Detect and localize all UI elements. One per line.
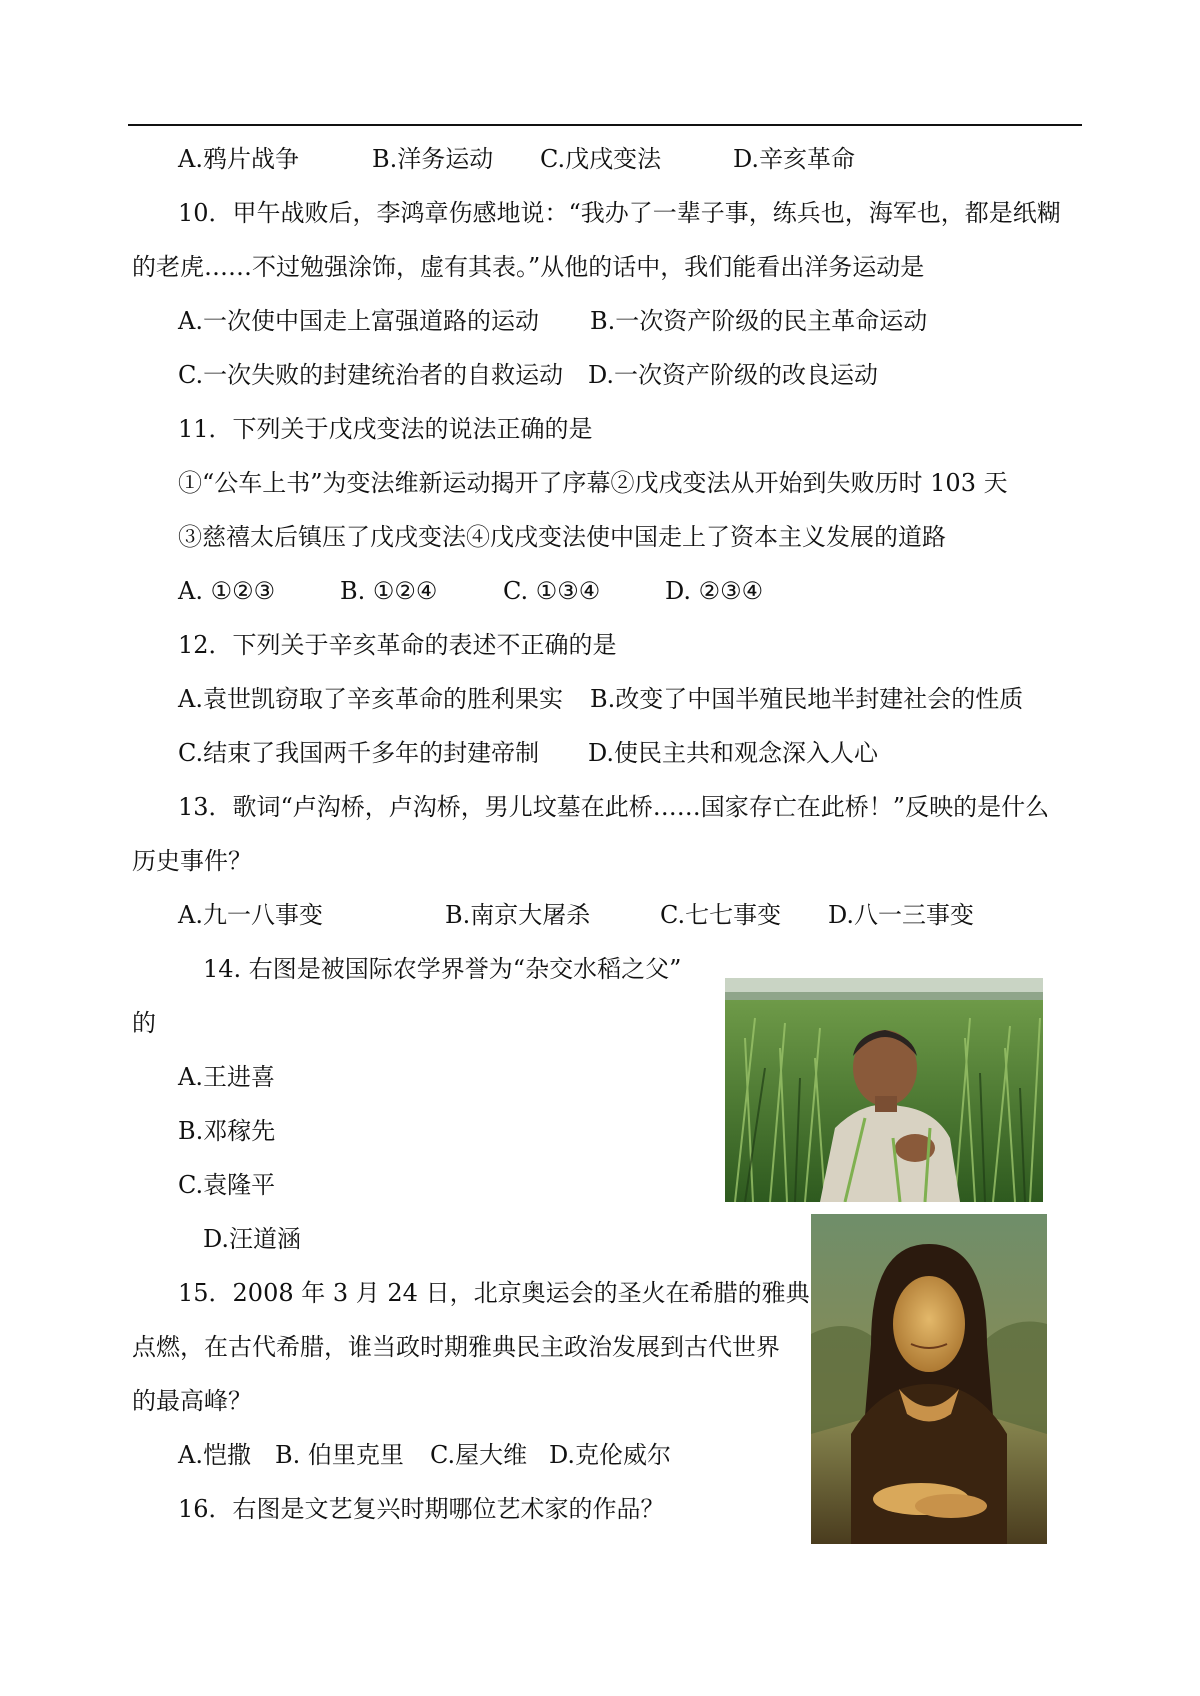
q14-option-a: A.王进喜 — [178, 1063, 275, 1091]
q12-option-a: A.袁世凯窃取了辛亥革命的胜利果实 — [178, 685, 563, 713]
q13-option-d: D.八一三事变 — [828, 901, 975, 929]
q14-option-b: B.邓稼先 — [178, 1117, 276, 1145]
q11-option-b: B. ①②④ — [340, 577, 438, 605]
q10-option-d: D.一次资产阶级的改良运动 — [588, 361, 879, 389]
q10-option-b: B.一次资产阶级的民主革命运动 — [590, 307, 928, 335]
q9-option-c: C.戊戌变法 — [540, 145, 662, 173]
q11-option-d: D. ②③④ — [665, 577, 764, 605]
q10-stem-line2: 的老虎……不过勉强涂饰，虚有其表。”从他的话中，我们能看出洋务运动是 — [132, 253, 925, 281]
q14-stem-line2: 的 — [132, 1009, 156, 1037]
q9-option-a: A.鸦片战争 — [178, 145, 299, 173]
q15-stem-line2: 点燃，在古代希腊，谁当政时期雅典民主政治发展到古代世界 — [132, 1333, 780, 1361]
q15-option-c: C.屋大维 — [430, 1441, 528, 1469]
q13-option-c: C.七七事变 — [660, 901, 782, 929]
q11-option-a: A. ①②③ — [178, 577, 276, 605]
q15-stem-line3: 的最高峰？ — [132, 1387, 252, 1415]
q11-statement-1: ①“公车上书”为变法维新运动揭开了序幕②戊戌变法从开始到失败历时 103 天 — [178, 469, 1008, 497]
q11-option-c: C. ①③④ — [503, 577, 601, 605]
q11-statement-2: ③慈禧太后镇压了戊戌变法④戊戌变法使中国走上了资本主义发展的道路 — [178, 523, 946, 551]
q13-option-b: B.南京大屠杀 — [445, 901, 591, 929]
q15-option-b: B. 伯里克里 — [275, 1441, 404, 1469]
q10-stem-line1: 10．甲午战败后，李鸿章伤感地说：“我办了一辈子事，练兵也，海军也，都是纸糊 — [178, 199, 1061, 227]
header-rule — [128, 124, 1082, 126]
q15-option-d: D.克伦威尔 — [549, 1441, 672, 1469]
q16-stem: 16．右图是文艺复兴时期哪位艺术家的作品？ — [178, 1495, 665, 1523]
q13-stem-line1: 13．歌词“卢沟桥，卢沟桥，男儿坟墓在此桥……国家存亡在此桥！”反映的是什么 — [178, 793, 1050, 821]
q11-stem: 11．下列关于戊戌变法的说法正确的是 — [178, 415, 593, 443]
q9-option-b: B.洋务运动 — [372, 145, 494, 173]
renaissance-portrait-painting — [811, 1214, 1047, 1544]
q13-stem-line2: 历史事件？ — [132, 847, 252, 875]
q14-option-c: C.袁隆平 — [178, 1171, 276, 1199]
q12-option-b: B.改变了中国半殖民地半封建社会的性质 — [590, 685, 1024, 713]
q14-option-d: D.汪道涵 — [203, 1225, 302, 1253]
q14-stem-line1: 14. 右图是被国际农学界誉为“杂交水稻之父” — [203, 955, 682, 983]
q10-option-a: A.一次使中国走上富强道路的运动 — [178, 307, 539, 335]
q12-option-d: D.使民主共和观念深入人心 — [588, 739, 879, 767]
q15-stem-line1: 15．2008 年 3 月 24 日，北京奥运会的圣火在希腊的雅典 — [178, 1279, 810, 1307]
q10-option-c: C.一次失败的封建统治者的自救运动 — [178, 361, 564, 389]
rice-field-photo — [725, 978, 1043, 1202]
q12-option-c: C.结束了我国两千多年的封建帝制 — [178, 739, 540, 767]
q9-option-d: D.辛亥革命 — [733, 145, 856, 173]
q12-stem: 12．下列关于辛亥革命的表述不正确的是 — [178, 631, 617, 659]
q15-option-a: A.恺撒 — [178, 1441, 251, 1469]
q13-option-a: A.九一八事变 — [178, 901, 323, 929]
